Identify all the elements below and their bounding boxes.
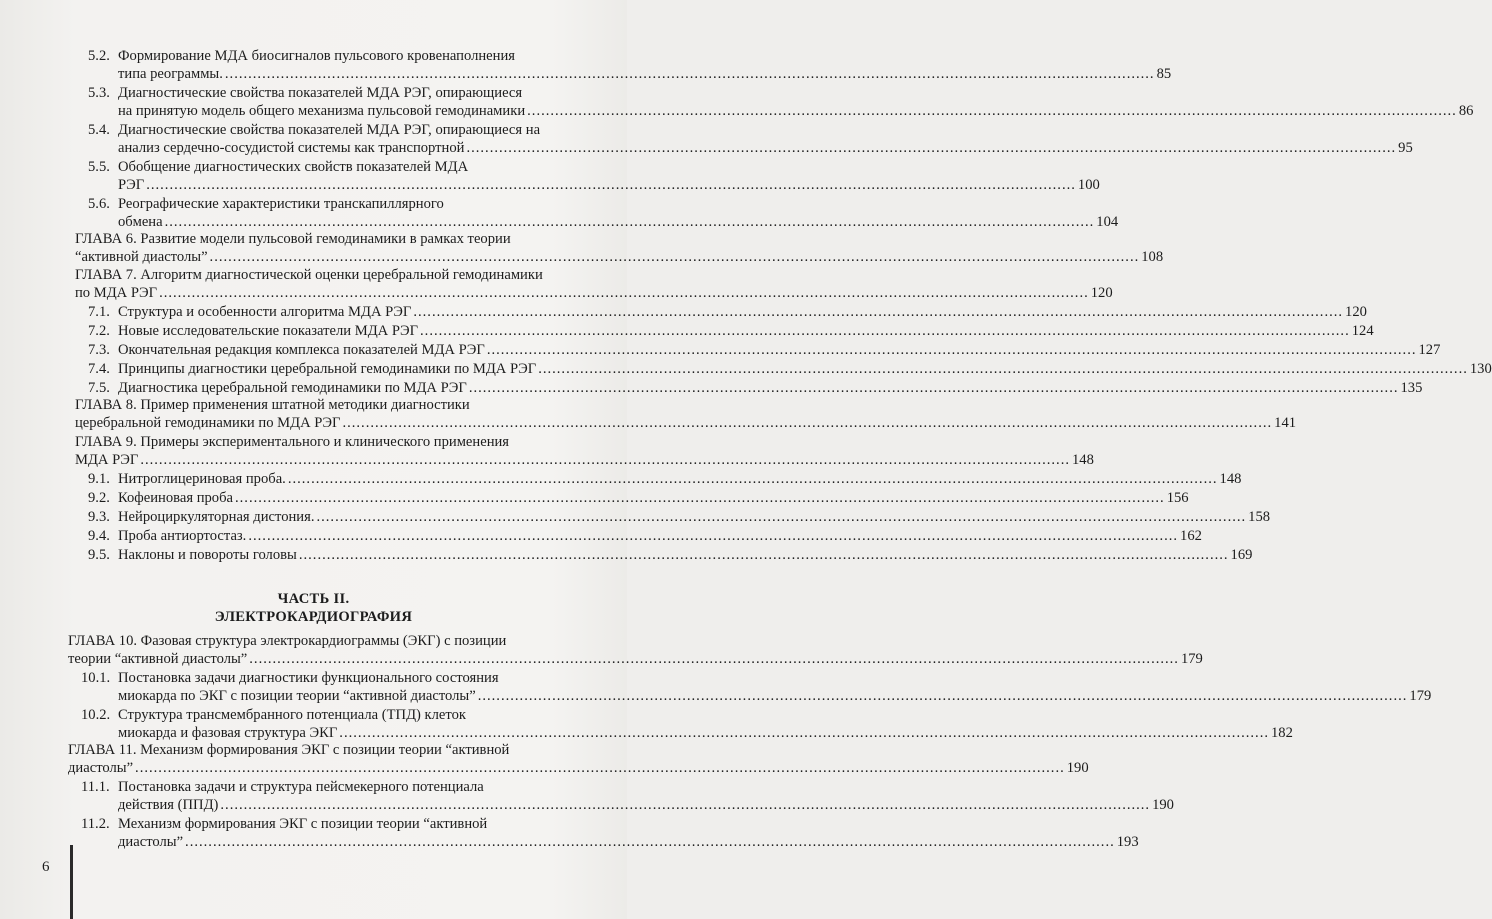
- toc-page-number: 190: [1066, 760, 1089, 777]
- dot-leader: ........................................................................................................................................................................................................: [527, 103, 1457, 120]
- toc-entry-title: Наклоны и повороты головы: [118, 547, 297, 563]
- toc-entry: [0, 396, 1297, 433]
- toc-entry: [0, 632, 1203, 669]
- dot-leader: ........................................................................................................................................................................................................: [466, 140, 1397, 157]
- dot-leader: ........................................................................................................................................................................................................: [477, 688, 1408, 705]
- dot-leader: ........................................................................................................................................................................................................: [146, 177, 1076, 194]
- toc-entry-number: 7.4.: [88, 361, 110, 377]
- toc-entry-title: Проба антиортостаз.: [118, 528, 247, 544]
- toc-entry-number: 9.4.: [88, 528, 110, 544]
- toc-entry-title: Структура и особенности алгоритма МДА РЭГ: [118, 304, 412, 320]
- dot-leader: ........................................................................................................................................................................................................: [316, 509, 1247, 525]
- dot-leader: ........................................................................................................................................................................................................: [185, 834, 1115, 851]
- toc-entry: [0, 303, 1367, 321]
- toc-entry-title: РЭГ: [118, 177, 145, 194]
- toc-entry-number: 7.3.: [88, 342, 110, 358]
- toc-entry: [0, 527, 1202, 545]
- toc-entry-number: 9.3.: [88, 509, 110, 525]
- dot-leader: ........................................................................................................................................................................................................: [248, 528, 1179, 544]
- toc-entry-title: Нейроциркуляторная дистония.: [118, 509, 315, 525]
- dot-leader: ........................................................................................................................................................................................................: [339, 725, 1269, 742]
- toc-entry-title: ГЛАВА 8. Пример применения штатной методики диагностики: [75, 397, 470, 413]
- toc-entry-number: 5.4.: [88, 122, 110, 138]
- page-number: 6: [42, 859, 50, 875]
- toc-entry: [0, 158, 1100, 195]
- dot-leader: ........................................................................................................................................................................................................: [249, 651, 1179, 668]
- toc-entry: [0, 84, 1474, 121]
- toc-page-number: 179: [1409, 688, 1432, 705]
- toc-entry-title: Кофеиновая проба: [118, 490, 233, 506]
- toc-page-number: 135: [1400, 380, 1423, 396]
- toc-page-number: 193: [1116, 834, 1139, 851]
- dot-leader: ........................................................................................................................................................................................................: [298, 547, 1229, 563]
- toc-entry-title: Формирование МДА биосигналов пульсового кровенаполнения: [118, 48, 515, 64]
- toc-entry-title: на принятую модель общего механизма пульсовой гемодинамики: [118, 103, 526, 120]
- toc-page-number: 108: [1141, 249, 1164, 266]
- toc-entry-title: ГЛАВА 10. Фазовая структура электрокардиограммы (ЭКГ) с позиции: [68, 633, 507, 649]
- toc-entry-title: диастолы”: [68, 760, 134, 777]
- toc-entry: [0, 121, 1413, 158]
- part-title: ЧАСТЬ II.: [277, 591, 350, 607]
- toc-entry: [0, 669, 1432, 706]
- toc-page-number: 120: [1345, 304, 1367, 320]
- toc-entry-number: 5.5.: [88, 159, 110, 175]
- toc-entry-title: Структура трансмембранного потенциала (ТПД) клеток: [118, 707, 466, 723]
- toc-entry-title: по МДА РЭГ: [75, 285, 158, 302]
- dot-leader: ........................................................................................................................................................................................................: [468, 380, 1399, 396]
- toc-entry: [0, 47, 1172, 84]
- part-subtitle: ЭЛЕКТРОКАРДИОГРАФИЯ: [214, 609, 413, 625]
- book-spine-edge: [70, 845, 73, 919]
- toc-entry: [0, 489, 1189, 507]
- toc-entry-title: миокарда и фазовая структура ЭКГ: [118, 725, 338, 742]
- toc-entry-number: 9.2.: [88, 490, 110, 506]
- toc-page-number: 179: [1180, 651, 1203, 668]
- toc-entry-title: Постановка задачи и структура пейсмекерного потенциала: [118, 779, 484, 795]
- toc-entry-number: 11.2.: [81, 816, 110, 832]
- toc-page-number: 100: [1077, 177, 1100, 194]
- toc-entry-number: 7.1.: [88, 304, 110, 320]
- toc-entry: [0, 195, 1119, 232]
- toc-entry: [0, 546, 1253, 564]
- toc-entry: [0, 266, 1113, 303]
- toc-entry-title: Механизм формирования ЭКГ с позиции теории “активной: [118, 816, 488, 832]
- toc-entry-title: МДА РЭГ: [75, 452, 139, 469]
- toc-entry-title: Новые исследовательские показатели МДА РЭГ: [118, 323, 419, 339]
- toc-entry-number: 9.1.: [88, 471, 110, 487]
- toc-page-number: 156: [1166, 490, 1189, 506]
- toc-entry-title: миокарда по ЭКГ с позиции теории “активной диастолы”: [118, 688, 476, 705]
- toc-entry-title: Диагностические свойства показателей МДА РЭГ, опирающиеся на: [118, 122, 541, 138]
- toc-page-number: 124: [1351, 323, 1374, 339]
- toc-page-number: 169: [1230, 547, 1253, 563]
- toc-entry: [0, 470, 1242, 488]
- dot-leader: ........................................................................................................................................................................................................: [220, 797, 1151, 814]
- toc-entry: [0, 230, 1164, 267]
- dot-leader: ........................................................................................................................................................................................................: [164, 214, 1095, 231]
- toc-entry-title: “активной диастолы”: [75, 249, 208, 266]
- toc-page-number: 182: [1270, 725, 1293, 742]
- toc-entry-title: обмена: [118, 214, 163, 231]
- toc-page-number: 85: [1156, 66, 1172, 83]
- toc-entry: [0, 706, 1293, 743]
- toc-entry-title: Диагностика церебральной гемодинамики по МДА РЭГ: [118, 380, 467, 396]
- toc-page-number: 162: [1180, 528, 1202, 544]
- dot-leader: ........................................................................................................................................................................................................: [209, 249, 1140, 266]
- dot-leader: ........................................................................................................................................................................................................: [486, 342, 1417, 358]
- toc-entry-title: действия (ППД): [118, 797, 219, 814]
- toc-entry-title: типа реограммы.: [118, 66, 223, 83]
- toc-entry-number: 11.1.: [81, 779, 110, 795]
- toc-entry: [0, 741, 1089, 778]
- toc-entry-number: 7.2.: [88, 323, 110, 339]
- toc-entry-number: 7.5.: [88, 380, 110, 396]
- toc-entry-title: Диагностические свойства показателей МДА РЭГ, опирающиеся: [118, 85, 523, 101]
- toc-entry-number: 5.2.: [88, 48, 110, 64]
- toc-entry: [0, 341, 1441, 359]
- toc-page-number: 104: [1096, 214, 1119, 231]
- dot-leader: ........................................................................................................................................................................................................: [140, 452, 1070, 469]
- toc-entry: [0, 322, 1374, 340]
- toc-entry-number: 5.3.: [88, 85, 110, 101]
- toc-entry-title: ГЛАВА 7. Алгоритм диагностической оценки церебральной гемодинамики: [75, 267, 543, 283]
- toc-page-number: 141: [1274, 415, 1297, 432]
- toc-entry-number: 5.6.: [88, 196, 110, 212]
- toc-entry-title: анализ сердечно-сосудистой системы как транспортной: [118, 140, 465, 157]
- toc-entry-title: Реографические характеристики транскапиллярного: [118, 196, 444, 212]
- toc-entry: [0, 508, 1271, 526]
- toc-entry-title: ГЛАВА 6. Развитие модели пульсовой гемодинамики в рамках теории: [75, 231, 511, 247]
- toc-page-number: 148: [1072, 452, 1094, 469]
- toc-page-number: 120: [1090, 285, 1113, 302]
- dot-leader: ........................................................................................................................................................................................................: [287, 471, 1218, 487]
- dot-leader: ........................................................................................................................................................................................................: [413, 304, 1344, 320]
- toc-entry-title: церебральной гемодинамики по МДА РЭГ: [75, 415, 341, 432]
- toc-entry: [0, 360, 1492, 378]
- toc-entry-title: теории “активной диастолы”: [68, 651, 248, 668]
- toc-page-number: 95: [1398, 140, 1413, 157]
- dot-leader: ........................................................................................................................................................................................................: [159, 285, 1089, 302]
- toc-page-number: 148: [1219, 471, 1242, 487]
- toc-entry-number: 10.1.: [81, 670, 111, 686]
- toc-entry-title: Принципы диагностики церебральной гемодинамики по МДА РЭГ: [118, 361, 537, 377]
- toc-page-number: 158: [1248, 509, 1271, 525]
- toc-page-number: 130: [1469, 361, 1492, 377]
- toc-page-number: 86: [1458, 103, 1474, 120]
- toc-entry-title: Окончательная редакция комплекса показателей МДА РЭГ: [118, 342, 485, 358]
- toc-entry-title: ГЛАВА 9. Примеры экспериментального и клинического применения: [75, 434, 510, 450]
- toc-entry-number: 9.5.: [88, 547, 110, 563]
- dot-leader: ........................................................................................................................................................................................................: [224, 66, 1155, 83]
- toc-entry: [0, 815, 1139, 852]
- toc-entry-title: диастолы”: [118, 834, 184, 851]
- toc-entry: [0, 778, 1174, 815]
- toc-entry-title: Обобщение диагностических свойств показателей МДА: [118, 159, 469, 175]
- dot-leader: ........................................................................................................................................................................................................: [235, 490, 1165, 506]
- dot-leader: ........................................................................................................................................................................................................: [538, 361, 1468, 377]
- dot-leader: ........................................................................................................................................................................................................: [420, 323, 1350, 339]
- toc-entry-title: Нитроглицериновая проба.: [118, 471, 286, 487]
- toc-page-number: 190: [1152, 797, 1174, 814]
- toc-entry-title: Постановка задачи диагностики функционального состояния: [118, 670, 499, 686]
- dot-leader: ........................................................................................................................................................................................................: [342, 415, 1273, 432]
- toc-page-number: 127: [1418, 342, 1441, 358]
- toc-entry-number: 10.2.: [81, 707, 111, 723]
- toc-entry: [0, 379, 1423, 397]
- toc-entry: [0, 433, 1094, 470]
- dot-leader: ........................................................................................................................................................................................................: [135, 760, 1065, 777]
- toc-entry-title: ГЛАВА 11. Механизм формирования ЭКГ с позиции теории “активной: [68, 742, 510, 758]
